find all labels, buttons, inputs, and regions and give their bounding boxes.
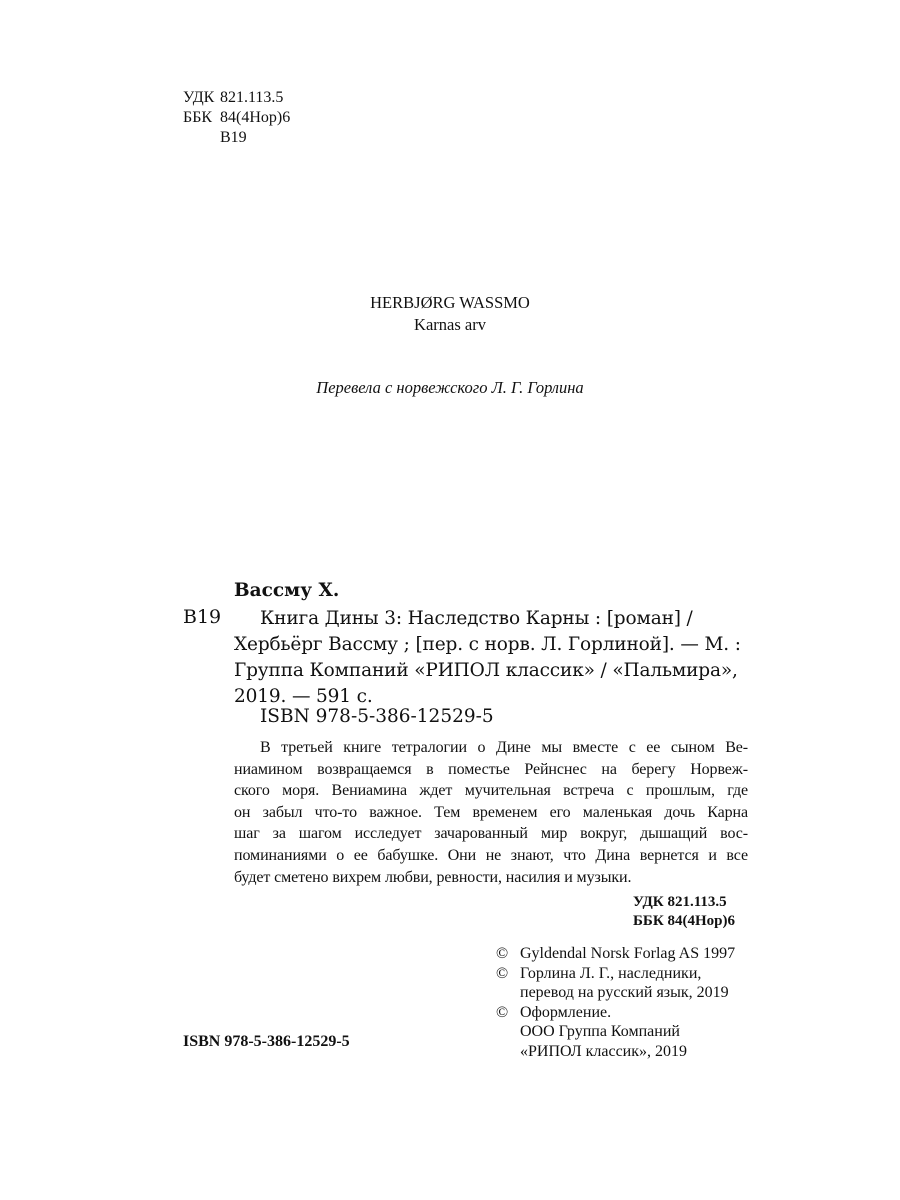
annotation (234, 737, 748, 888)
original-author: HERBJØRG WASSMO (370, 293, 530, 312)
author-heading: Вассму Х. (234, 580, 340, 601)
annotation-line: будет сметено вихрем любви, ревности, насилия и музыки. (234, 868, 632, 886)
bibliographic-author-mark: В19 (183, 606, 222, 628)
udk-bottom: УДК 821.113.5 (633, 894, 727, 910)
copyright-symbol: © (496, 964, 509, 982)
annotation-line: В третьей книге тетралогии о Дине мы вместе с ее сыном Ве- (260, 739, 748, 756)
copyright-text (520, 964, 729, 1003)
copyright-line: ООО Группа Компаний (520, 1023, 680, 1040)
author-mark-line (183, 128, 290, 148)
translator-note: Перевела с норвежского Л. Г. Горлина (316, 378, 584, 397)
copyright-text (520, 1003, 687, 1062)
copyright-symbol: © (496, 945, 509, 962)
annotation-line: ниамином возвращаемся в поместье Рейнснес на берегу Норвеж- (234, 760, 748, 778)
copyright-design (496, 1003, 735, 1062)
copyright-line: Оформление. (520, 1003, 612, 1021)
copyright-line: Горлина Л. Г., наследники, (520, 964, 702, 982)
bbk-line (183, 108, 290, 128)
bibliographic-isbn: ISBN 978-5-386-12529-5 (260, 706, 494, 727)
copyright-translation (496, 964, 735, 1003)
isbn-bottom: ISBN 978-5-386-12529-5 (183, 1033, 350, 1050)
copyright-symbol: © (496, 1003, 509, 1021)
entry-line: Хербьёрг Вассму ; [пер. с норв. Л. Горлиной]. — М. : (234, 634, 741, 655)
bbk-value: 84(4Нор)6 (220, 109, 291, 126)
annotation-line: шаг за шагом исследует зачарованный мир вокруг, дышащий вос- (234, 825, 748, 843)
classification-bottom (633, 893, 735, 931)
bibliographic-entry (234, 606, 741, 710)
annotation-line: поминаниями о ее бабушке. Они не знают, что Дина вернется и все (234, 846, 748, 864)
annotation-line: он забыл что-то важное. Тем временем его маленькая дочь Карна (234, 803, 748, 821)
entry-line: Книга Дины 3: Наследство Карны : [роман] / (260, 608, 693, 629)
bbk-bottom: ББК 84(4Нор)6 (633, 913, 735, 929)
copyright-line: «РИПОЛ классик», 2019 (520, 1042, 688, 1060)
original-title: Karnas arv (414, 315, 486, 334)
udk-label: УДК (183, 89, 215, 106)
copyright-publisher (496, 944, 735, 964)
classification-block (183, 88, 290, 148)
entry-line: Группа Компаний «РИПОЛ классик» / «Пальмира», (234, 660, 738, 681)
copyright-text: Gyldendal Norsk Forlag AS 1997 (520, 945, 736, 962)
udk-value: 821.113.5 (220, 89, 284, 106)
udk-line (183, 88, 290, 108)
bbk-label: ББК (183, 109, 213, 126)
copyright-block (496, 944, 735, 1061)
copyright-line: перевод на русский язык, 2019 (520, 984, 729, 1001)
entry-line: 2019. — 591 с. (234, 686, 373, 707)
author-mark: В19 (220, 129, 247, 146)
annotation-line: ского моря. Вениамина ждет мучительная встреча с прошлым, где (234, 782, 748, 800)
original-title-block (0, 292, 900, 336)
